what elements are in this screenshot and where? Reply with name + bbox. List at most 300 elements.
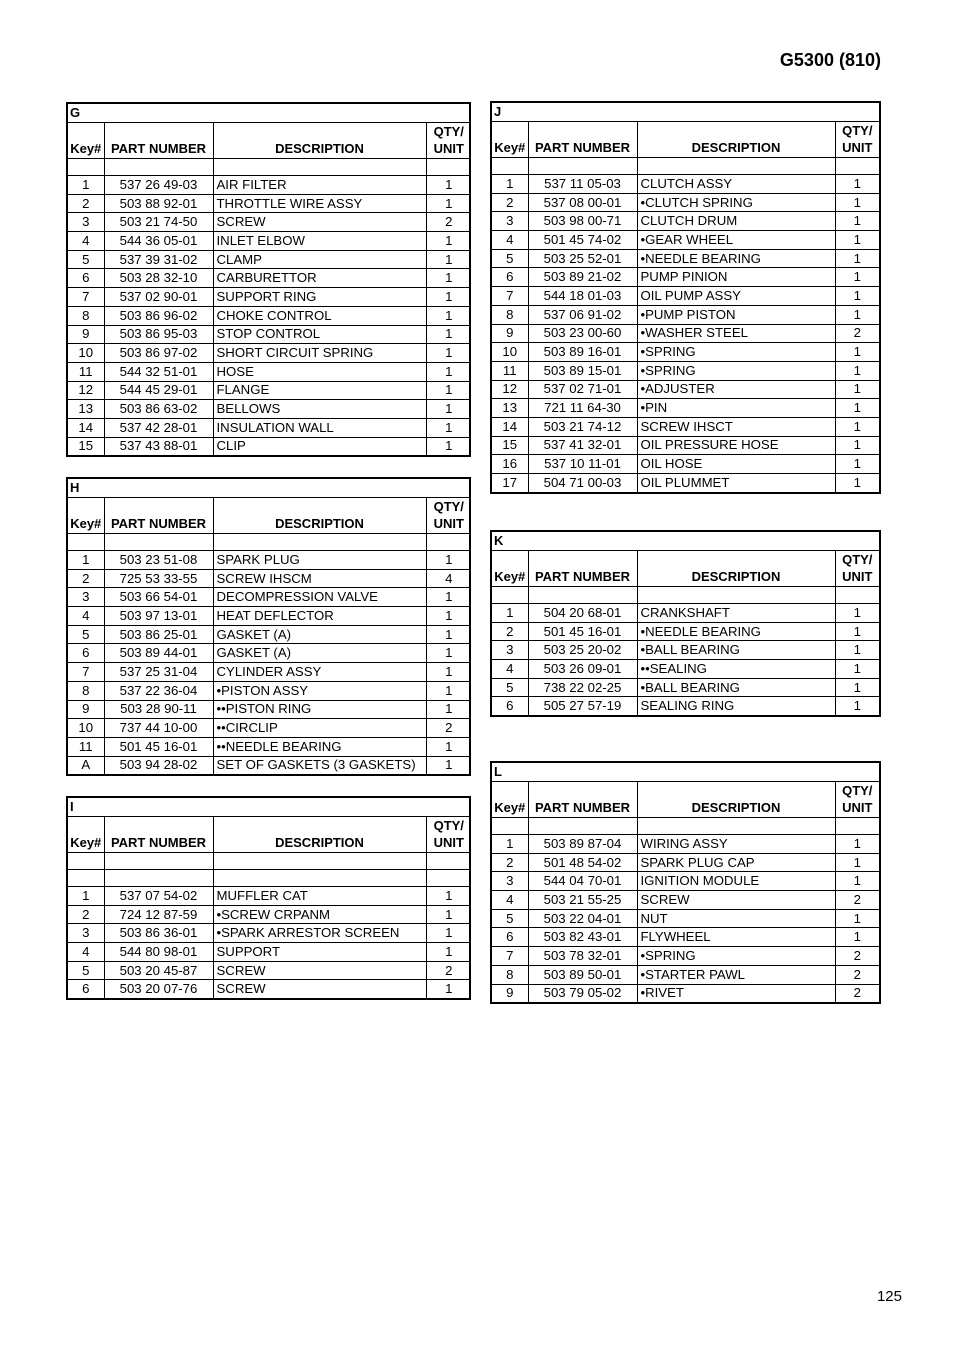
blank-cell <box>835 158 879 175</box>
blank-cell <box>426 534 471 551</box>
part-number-cell: 503 89 50-01 <box>528 965 637 984</box>
qty-cell: 1 <box>835 212 879 231</box>
part-number-cell: 503 20 07-76 <box>104 980 213 998</box>
qty-cell: 1 <box>426 344 471 363</box>
header-row <box>492 782 879 818</box>
blank-cell <box>528 818 637 835</box>
key-cell: 2 <box>492 622 528 641</box>
blank-cell <box>68 534 104 551</box>
table-row <box>68 344 471 363</box>
blank-cell <box>426 853 471 870</box>
description-column-header: DESCRIPTION <box>637 782 835 818</box>
table-row <box>68 176 471 195</box>
key-cell: 9 <box>492 324 528 343</box>
parts-table-L <box>490 761 881 1004</box>
blank-cell <box>68 870 104 887</box>
part-number-cell: 503 22 04-01 <box>528 909 637 928</box>
table-row <box>68 269 471 288</box>
qty-cell: 1 <box>426 700 471 719</box>
part-number-cell: 503 23 00-60 <box>528 324 637 343</box>
qty-cell: 2 <box>835 324 879 343</box>
table-row <box>492 622 879 641</box>
part-number-cell: 503 28 32-10 <box>104 269 213 288</box>
blank-cell <box>528 158 637 175</box>
part-number-cell: 537 43 88-01 <box>104 437 213 455</box>
description-cell: SCREW IHSCT <box>637 417 835 436</box>
description-cell: •SCREW CRPANM <box>213 905 426 924</box>
blank-row <box>68 853 471 870</box>
description-cell: SUPPORT <box>213 943 426 962</box>
table-row <box>492 697 879 715</box>
table-row <box>68 924 471 943</box>
qty-header-line2: UNIT <box>433 516 464 531</box>
qty-column-header <box>426 498 471 534</box>
part-number-cell: 537 07 54-02 <box>104 887 213 906</box>
qty-cell: 1 <box>426 924 471 943</box>
qty-cell: 1 <box>426 325 471 344</box>
qty-cell: 1 <box>426 400 471 419</box>
part-number-cell: 537 25 31-04 <box>104 663 213 682</box>
blank-row <box>68 159 471 176</box>
key-cell: 2 <box>68 194 104 213</box>
blank-cell <box>104 853 213 870</box>
key-cell: 2 <box>68 905 104 924</box>
table-row <box>492 872 879 891</box>
table-row <box>492 399 879 418</box>
table-row <box>68 551 471 570</box>
table-row <box>492 909 879 928</box>
description-cell: STOP CONTROL <box>213 325 426 344</box>
table-row <box>492 361 879 380</box>
parts-grid <box>68 479 471 774</box>
qty-cell: 1 <box>835 399 879 418</box>
qty-cell: 1 <box>835 678 879 697</box>
qty-header-line1: QTY/ <box>433 499 464 514</box>
part-number-cell: 503 89 44-01 <box>104 644 213 663</box>
key-cell: 6 <box>82 981 90 997</box>
blank-cell <box>492 818 528 835</box>
part-number-cell: 503 26 09-01 <box>528 660 637 679</box>
description-column-header: DESCRIPTION <box>213 123 426 159</box>
table-row <box>492 436 879 455</box>
table-row <box>68 362 471 381</box>
qty-column-header <box>426 817 471 853</box>
qty-header-line2: UNIT <box>842 569 873 584</box>
key-cell: 5 <box>68 961 104 980</box>
qty-cell: 2 <box>426 719 471 738</box>
part-number-cell: 503 28 90-11 <box>104 700 213 719</box>
key-cell: 3 <box>68 213 104 232</box>
section-label: H <box>68 479 471 498</box>
qty-cell: 1 <box>426 588 471 607</box>
key-cell: 8 <box>492 305 528 324</box>
key-cell: 15 <box>492 436 528 455</box>
blank-cell <box>213 870 426 887</box>
key-cell: 7 <box>492 947 528 966</box>
description-cell: •SPARK ARRESTOR SCREEN <box>213 924 426 943</box>
model-title: G5300 (810) <box>779 50 881 70</box>
key-cell: 4 <box>68 607 104 626</box>
key-cell: 1 <box>492 175 528 194</box>
description-cell: •NEEDLE BEARING <box>637 249 835 268</box>
part-number-cell: 737 44 10-00 <box>104 719 213 738</box>
blank-cell <box>528 587 637 604</box>
key-cell: 4 <box>68 943 104 962</box>
key-cell: 10 <box>68 719 104 738</box>
qty-cell: 1 <box>426 269 471 288</box>
description-cell: SHORT CIRCUIT SPRING <box>213 344 426 363</box>
qty-cell: 1 <box>835 417 879 436</box>
part-number-cell: 537 42 28-01 <box>104 418 213 437</box>
description-cell: SEALING RING <box>637 697 835 715</box>
qty-cell: 1 <box>835 455 879 474</box>
qty-cell: 1 <box>426 905 471 924</box>
description-cell: •SPRING <box>637 361 835 380</box>
qty-cell: 1 <box>426 625 471 644</box>
table-row <box>68 381 471 400</box>
table-row <box>68 325 471 344</box>
qty-cell: 1 <box>426 887 471 906</box>
description-cell: CLUTCH DRUM <box>637 212 835 231</box>
table-row <box>68 719 471 738</box>
qty-cell: 1 <box>426 943 471 962</box>
description-cell: MUFFLER CAT <box>213 887 426 906</box>
qty-cell: 1 <box>835 436 879 455</box>
header-row <box>68 817 471 853</box>
qty-cell: 1 <box>426 607 471 626</box>
description-cell: AIR FILTER <box>213 176 426 195</box>
qty-header-line2: UNIT <box>433 835 464 850</box>
qty-cell: 1 <box>426 288 471 307</box>
part-number-cell: 503 82 43-01 <box>528 928 637 947</box>
table-row <box>68 588 471 607</box>
description-cell: •GEAR WHEEL <box>637 231 835 250</box>
qty-header-line2: UNIT <box>842 140 873 155</box>
part-number-cell: 503 20 45-87 <box>104 961 213 980</box>
part-number-cell: 503 23 51-08 <box>104 551 213 570</box>
qty-cell: 1 <box>835 660 879 679</box>
qty-column-header <box>835 782 879 818</box>
table-row <box>492 324 879 343</box>
part-number-cell: 537 22 36-04 <box>104 681 213 700</box>
table-row <box>492 660 879 679</box>
qty-cell: 2 <box>835 947 879 966</box>
description-cell: SUPPORT RING <box>213 288 426 307</box>
table-row <box>68 306 471 325</box>
part-number-cell: 503 21 55-25 <box>528 891 637 910</box>
table-row <box>68 437 471 455</box>
table-row <box>492 268 879 287</box>
header-row <box>492 551 879 587</box>
key-cell: 8 <box>68 306 104 325</box>
part-number-cell: 503 25 20-02 <box>528 641 637 660</box>
key-cell: 8 <box>492 965 528 984</box>
description-cell: •PISTON ASSY <box>213 681 426 700</box>
part-number-cell: 503 86 95-03 <box>104 325 213 344</box>
part-number-column-header: PART NUMBER <box>528 122 637 158</box>
part-number-cell: 503 25 52-01 <box>528 249 637 268</box>
parts-table-J <box>490 101 881 494</box>
blank-row <box>68 870 471 887</box>
table-row <box>68 418 471 437</box>
section-row <box>492 103 879 122</box>
qty-cell: 1 <box>835 305 879 324</box>
key-cell: 11 <box>68 737 104 756</box>
description-cell: ••NEEDLE BEARING <box>213 737 426 756</box>
key-cell: 16 <box>492 455 528 474</box>
qty-cell: 1 <box>835 249 879 268</box>
key-cell: 1 <box>68 887 104 906</box>
section-label: I <box>68 798 471 817</box>
section-row <box>68 798 471 817</box>
key-column-header: Key# <box>68 817 104 853</box>
table-row <box>492 678 879 697</box>
description-column-header: DESCRIPTION <box>637 551 835 587</box>
part-number-cell: 503 21 74-12 <box>528 417 637 436</box>
key-cell: 14 <box>68 418 104 437</box>
description-cell: INLET ELBOW <box>213 232 426 251</box>
description-cell: OIL HOSE <box>637 455 835 474</box>
description-cell: SCREW <box>637 891 835 910</box>
qty-column-header <box>426 123 471 159</box>
part-number-cell: 544 04 70-01 <box>528 872 637 891</box>
key-column-header: Key# <box>68 498 104 534</box>
description-cell: ••CIRCLIP <box>213 719 426 738</box>
blank-cell <box>492 587 528 604</box>
description-cell: INSULATION WALL <box>213 418 426 437</box>
key-cell: 4 <box>492 891 528 910</box>
table-row <box>492 835 879 854</box>
qty-cell: 2 <box>426 213 471 232</box>
qty-cell: 2 <box>426 961 471 980</box>
key-cell: 1 <box>492 604 528 623</box>
key-cell: 2 <box>492 193 528 212</box>
key-cell: A <box>81 757 91 773</box>
blank-cell <box>835 818 879 835</box>
part-number-cell: 503 97 13-01 <box>104 607 213 626</box>
description-cell: •SPRING <box>637 343 835 362</box>
table-row <box>68 887 471 906</box>
table-row <box>492 380 879 399</box>
qty-cell: 1 <box>426 737 471 756</box>
parts-grid <box>492 103 879 492</box>
description-column-header: DESCRIPTION <box>637 122 835 158</box>
table-row <box>492 305 879 324</box>
qty-cell: 2 <box>835 965 879 984</box>
part-number-cell: 503 89 16-01 <box>528 343 637 362</box>
table-row <box>68 961 471 980</box>
qty-cell: 1 <box>835 361 879 380</box>
key-cell: 1 <box>68 551 104 570</box>
key-cell: 3 <box>68 588 104 607</box>
part-number-cell: 537 02 71-01 <box>528 380 637 399</box>
part-number-cell: 503 86 25-01 <box>104 625 213 644</box>
part-number-cell: 503 79 05-02 <box>528 984 637 1002</box>
part-number-cell: 544 80 98-01 <box>104 943 213 962</box>
description-cell: CLIP <box>213 437 426 455</box>
qty-header-line1: QTY/ <box>842 552 873 567</box>
key-column-header: Key# <box>492 782 528 818</box>
key-cell: 3 <box>492 641 528 660</box>
part-number-cell: 503 21 74-50 <box>104 213 213 232</box>
blank-cell <box>426 870 471 887</box>
section-row <box>68 479 471 498</box>
qty-header-line2: UNIT <box>433 141 464 156</box>
part-number-cell: 544 45 29-01 <box>104 381 213 400</box>
part-number-cell: 724 12 87-59 <box>104 905 213 924</box>
section-row <box>68 104 471 123</box>
parts-table-K <box>490 530 881 717</box>
part-number-column-header: PART NUMBER <box>104 123 213 159</box>
part-number-cell: 503 89 15-01 <box>528 361 637 380</box>
part-number-cell: 503 86 36-01 <box>104 924 213 943</box>
description-cell: •SPRING <box>637 947 835 966</box>
qty-cell: 1 <box>426 194 471 213</box>
table-row <box>68 625 471 644</box>
description-cell: •BALL BEARING <box>637 678 835 697</box>
table-row <box>68 663 471 682</box>
key-cell: 9 <box>506 985 514 1001</box>
table-row <box>492 455 879 474</box>
qty-header-line2: UNIT <box>842 800 873 815</box>
table-row <box>68 213 471 232</box>
qty-cell: 1 <box>835 641 879 660</box>
description-cell: CHOKE CONTROL <box>213 306 426 325</box>
key-cell: 2 <box>68 569 104 588</box>
key-column-header: Key# <box>492 122 528 158</box>
key-cell: 3 <box>492 212 528 231</box>
qty-cell: 1 <box>426 551 471 570</box>
description-cell: CLUTCH ASSY <box>637 175 835 194</box>
key-cell: 15 <box>78 438 94 454</box>
key-cell: 6 <box>492 928 528 947</box>
table-row <box>68 980 471 998</box>
section-row <box>492 532 879 551</box>
key-column-header: Key# <box>492 551 528 587</box>
blank-cell <box>104 870 213 887</box>
table-row <box>492 417 879 436</box>
table-row <box>68 194 471 213</box>
qty-cell: 1 <box>426 232 471 251</box>
table-row <box>68 943 471 962</box>
part-number-cell: 503 89 21-02 <box>528 268 637 287</box>
description-cell: PUMP PINION <box>637 268 835 287</box>
part-number-cell: 504 71 00-03 <box>528 474 637 492</box>
table-row <box>492 604 879 623</box>
description-cell: SCREW <box>213 213 426 232</box>
description-cell: SCREW <box>213 961 426 980</box>
section-label: G <box>68 104 471 123</box>
key-cell: 13 <box>492 399 528 418</box>
blank-cell <box>426 159 471 176</box>
parts-grid <box>492 532 879 715</box>
key-column-header: Key# <box>68 123 104 159</box>
blank-cell <box>68 853 104 870</box>
qty-cell: 4 <box>426 569 471 588</box>
key-cell: 4 <box>492 231 528 250</box>
part-number-cell: 738 22 02-25 <box>528 678 637 697</box>
description-cell: •ADJUSTER <box>637 380 835 399</box>
part-number-cell: 501 45 16-01 <box>104 737 213 756</box>
qty-cell: 1 <box>835 928 879 947</box>
table-row <box>68 569 471 588</box>
blank-cell <box>213 534 426 551</box>
table-row <box>492 287 879 306</box>
key-cell: 7 <box>68 663 104 682</box>
description-cell: •RIVET <box>637 984 835 1002</box>
section-row <box>492 763 879 782</box>
qty-cell: 1 <box>426 980 471 998</box>
table-row <box>68 288 471 307</box>
part-number-cell: 537 02 90-01 <box>104 288 213 307</box>
description-cell: THROTTLE WIRE ASSY <box>213 194 426 213</box>
qty-column-header <box>835 551 879 587</box>
qty-cell: 1 <box>835 622 879 641</box>
part-number-cell: 537 41 32-01 <box>528 436 637 455</box>
key-cell: 12 <box>492 380 528 399</box>
description-cell: SCREW IHSCM <box>213 569 426 588</box>
qty-cell: 1 <box>835 835 879 854</box>
part-number-cell: 505 27 57-19 <box>528 697 637 715</box>
qty-cell: 1 <box>426 663 471 682</box>
table-row <box>492 193 879 212</box>
qty-cell: 1 <box>835 268 879 287</box>
part-number-column-header: PART NUMBER <box>528 782 637 818</box>
key-cell: 13 <box>68 400 104 419</box>
description-cell: ••PISTON RING <box>213 700 426 719</box>
part-number-cell: 537 08 00-01 <box>528 193 637 212</box>
blank-row <box>492 587 879 604</box>
qty-cell: 1 <box>426 381 471 400</box>
key-cell: 10 <box>492 343 528 362</box>
key-cell: 6 <box>506 698 514 714</box>
key-cell: 6 <box>492 268 528 287</box>
key-cell: 11 <box>68 362 104 381</box>
parts-grid <box>492 763 879 1002</box>
blank-cell <box>104 534 213 551</box>
table-row <box>68 681 471 700</box>
key-cell: 9 <box>68 325 104 344</box>
qty-cell: 1 <box>426 250 471 269</box>
description-cell: HOSE <box>213 362 426 381</box>
part-number-cell: 503 98 00-71 <box>528 212 637 231</box>
qty-cell: 1 <box>426 681 471 700</box>
qty-cell: 2 <box>835 984 879 1002</box>
description-cell: CARBURETTOR <box>213 269 426 288</box>
table-row <box>492 947 879 966</box>
parts-table-G <box>66 102 471 457</box>
description-cell: GASKET (A) <box>213 644 426 663</box>
key-cell: 4 <box>492 660 528 679</box>
page-number: 125 <box>876 1288 902 1305</box>
description-cell: SPARK PLUG <box>213 551 426 570</box>
key-cell: 12 <box>68 381 104 400</box>
qty-cell: 1 <box>835 909 879 928</box>
description-cell: OIL PLUMMET <box>637 474 835 492</box>
key-cell: 8 <box>68 681 104 700</box>
table-row <box>492 965 879 984</box>
part-number-cell: 537 10 11-01 <box>528 455 637 474</box>
part-number-cell: 544 32 51-01 <box>104 362 213 381</box>
key-cell: 5 <box>68 625 104 644</box>
key-cell: 5 <box>492 909 528 928</box>
description-cell: SET OF GASKETS (3 GASKETS) <box>213 756 426 774</box>
blank-row <box>492 158 879 175</box>
blank-cell <box>637 587 835 604</box>
description-cell: ••SEALING <box>637 660 835 679</box>
part-number-cell: 501 48 54-02 <box>528 853 637 872</box>
part-number-cell: 544 36 05-01 <box>104 232 213 251</box>
